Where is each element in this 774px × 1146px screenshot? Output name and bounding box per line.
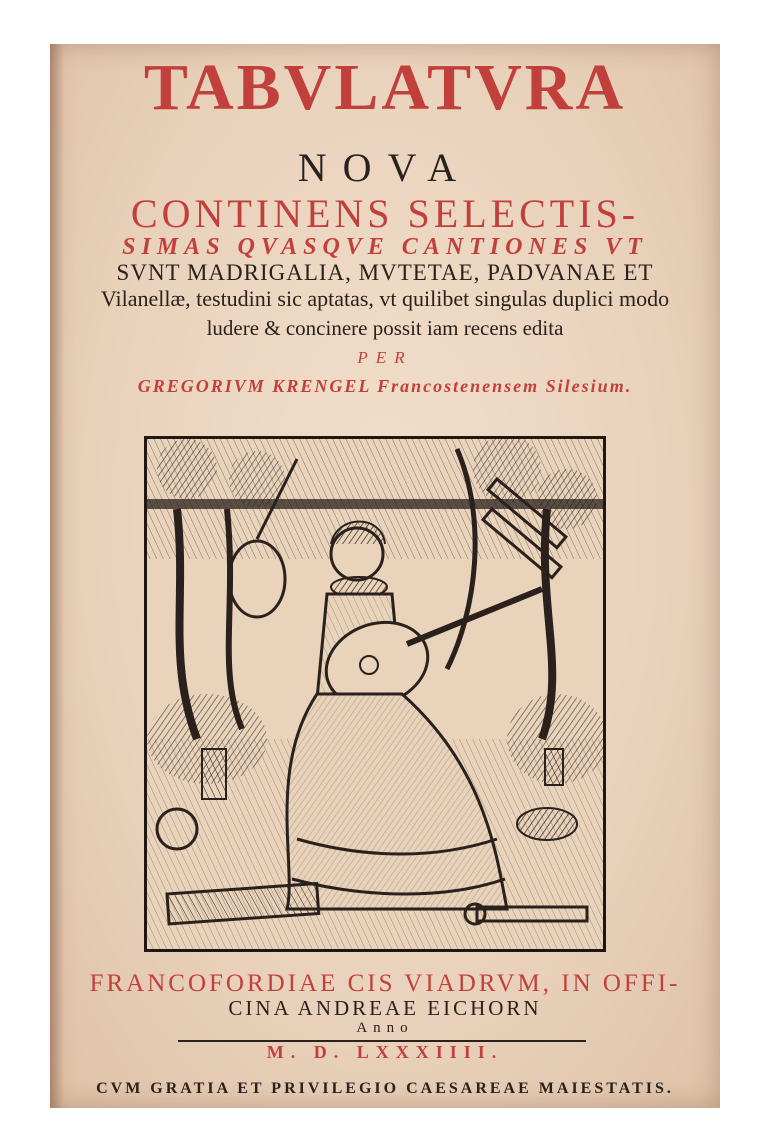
privilege-line: CVM GRATIA ET PRIVILEGIO CAESAREAE MAIESTATIS. [96, 1080, 674, 1097]
per-label: PER [357, 348, 413, 367]
subtitle: NOVA [297, 145, 473, 190]
lute-player-woodcut [147, 439, 603, 949]
title-line-3: CONTINENS SELECTIS- [130, 191, 640, 236]
author-line: GREGORIVM KRENGEL Francostenensem Silesium. [137, 376, 633, 396]
title-line-6: Vilanellæ, testudini sic aptatas, vt quilibet singulas duplici modo [100, 286, 670, 311]
imprint-line-2: CINA ANDREAE EICHORN [228, 996, 542, 1020]
title-line-7: ludere & concinere possit iam recens edita [206, 316, 564, 340]
anno-label: Anno [356, 1020, 414, 1036]
year: M. D. LXXXIIII. [266, 1042, 504, 1062]
title: TABVLATVRA [143, 51, 627, 124]
title-page [50, 44, 720, 1108]
title-line-4: SIMAS QVASQVE CANTIONES VT [122, 234, 648, 260]
woodcut-illustration [144, 436, 606, 952]
title-line-5: SVNT MADRIGALIA, MVTETAE, PADVANAE ET [116, 260, 654, 285]
imprint-line-1: FRANCOFORDIAE CIS VIADRVM, IN OFFI- [89, 970, 681, 997]
